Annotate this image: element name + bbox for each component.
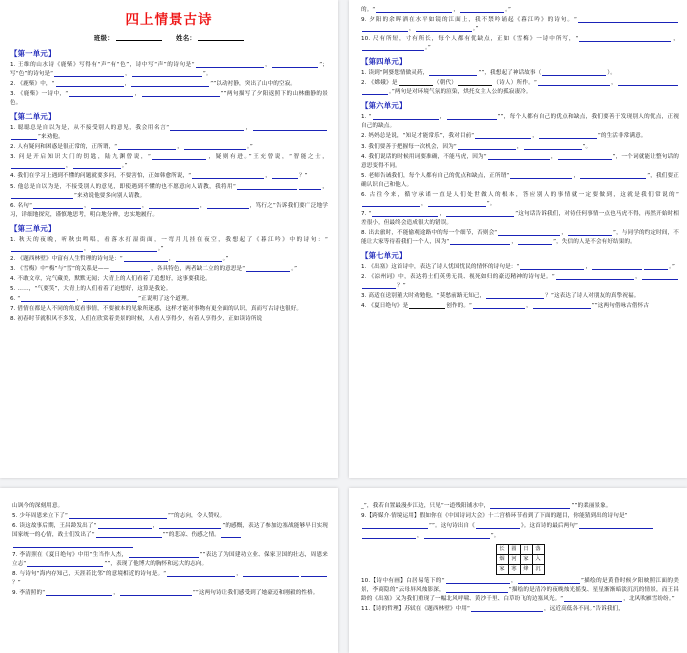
question-item: 3. 高适在送别董大时劝勉他，“莫愁前路无知己， ？”这表达了诗人对朋友的真挚祝福。 bbox=[361, 293, 640, 300]
unit-header-3: 【第三单元】 bbox=[10, 223, 56, 233]
table-row bbox=[496, 545, 544, 555]
question-item: 3. 我们要善于把握每一次机会，因为“ ， ”。 bbox=[361, 143, 592, 150]
grid-cell: 沉 bbox=[532, 565, 544, 575]
question-item: _”，我若自置最漫步江边，只见“一道残阳铺水中， ””的柔丽景象。 bbox=[361, 503, 612, 509]
question-item: 2. 《鹿柴》中，“ ， ””以动衬静，突出了山中的空寂。 bbox=[10, 81, 296, 88]
grid-cell: 寒 bbox=[508, 565, 520, 575]
question-item: 6. 名句“ ， ， ， ，笃行之”告诉我们要广泛地学习，详细地探究，谨慎地思考，明白地分辨，忠实地履行。 bbox=[10, 202, 328, 218]
question-item: 11.【诗的哲理】苏轼在《题西林壁》中用“ ，远近高低各不同。”告诉我们， bbox=[361, 606, 624, 613]
question-item: 5. 他总是自以为是，不接受别人的意见，即使遇到不懂的也不愿意向人请教，我将用“ ，”来劝说他要多向别人请教。 bbox=[10, 183, 328, 199]
question-item: 4. 《夏日绝句》是 创作的。“ ， ””这两句借咏古借怀古 bbox=[361, 303, 650, 310]
question-item: 8. 与诗句“海内存知己，天涯若比邻”的意境相近的诗句是。“ ，？” bbox=[12, 570, 328, 588]
question-item: 1. 王维的山水诗《鹿柴》写得有“声”有“色”，诗中写“声”的诗句是“ ， ”；写“色”的诗句是“ ， ”。 bbox=[10, 62, 328, 78]
unit-header-6: 【第六单元】 bbox=[361, 101, 407, 111]
question-item: 9.【跨媒介·情境运用】假如你在《中国诗词大会》十二宫格环节看到了下面的题目，你能猜到出的诗句是“ bbox=[361, 513, 628, 520]
question-item: 1. 秋天的夜晚，听秋虫鸣唱，看落水打湿街面，一弯月儿挂在夜空，我想起了《暮江吟》中的诗句：“， 。” bbox=[10, 236, 328, 252]
question-item: 6. “ ， ”正说明了这个道理。 bbox=[10, 295, 193, 302]
unit-header-2: 【第二单元】 bbox=[10, 112, 56, 122]
grid-cell: 河 bbox=[508, 555, 520, 565]
question-item: 6. 读这故事后期，王昌龄发出了“ ， ”的感慨，表达了参加边塞战能够早日实现国家统一的心情，战士们发出了“ ””的悲凉、伤感之情。 bbox=[12, 523, 328, 539]
question-item: 1. 《出塞》这首诗中，表达了诗人忧国忧民的情怀的诗句是：“ ， 。” bbox=[361, 264, 676, 271]
question-item: 2. 妈妈总是说，“知足才能常乐”，我对目前“ ， ”的生活非常满意。 bbox=[361, 133, 647, 140]
table-row bbox=[496, 565, 544, 575]
question-item bbox=[12, 541, 328, 550]
grid-cell: 长 bbox=[496, 545, 508, 555]
question-item: 4. 我们在学习上遇到不懂的问题就要多问，不要害怕，正如韩愈所说，“ ， ？” bbox=[10, 173, 308, 180]
question-item: 1. “ ， ””，每个人都有自己的优点和缺点，我们要善于发现别人的优点，正视自己的缺点。 bbox=[361, 114, 680, 130]
grid-cell: 烟 bbox=[496, 555, 508, 565]
question-item: 9. 夕阳的余晖洒在水平如镜的江面上，我不禁吟诵起《暮江吟》的诗句。“， 。” bbox=[361, 16, 679, 34]
question-item: 5. 少年周恩来立下了“ ””的志向，令人赞叹。 bbox=[12, 513, 226, 520]
character-grid-table bbox=[496, 544, 545, 575]
worksheet-page-top-left bbox=[0, 0, 338, 478]
question-item: ””。这句诗出自《 》。这首诗的最后两句“ bbox=[361, 522, 679, 531]
question-item: 7. 借情在都是人不同的角度看事情，不要被本的见象所迷惑，这样才能对事物有更全面的认识，真而写古诗也很好。 bbox=[10, 306, 303, 313]
worksheet-page-top-right bbox=[349, 0, 687, 478]
question-item: 3. 《鹿柴》一诗中，“ ， ””两句描写了夕阳返照下的山林幽静的景色。 bbox=[10, 91, 328, 107]
question-item: 3. 《雪梅》中“梅”与“雪”的关系是—— ，各具特色，两者缺二立的的意思是“ 。” bbox=[10, 265, 298, 272]
question-item: 2. 《凉州词》中，表达将士们英勇无畏、视死如归的豪迈精神的诗句是。“ ，？” bbox=[361, 273, 679, 291]
name-label: 姓名： bbox=[176, 34, 197, 42]
question-item: 7. “ ， ”这句话告诉我们，对待任何事情一点也马虎不得，再然开始时相差很小，但最终会造成很大的错误。 bbox=[361, 210, 679, 226]
worksheet-page-bottom-left bbox=[0, 488, 338, 653]
grid-cell: 烽 bbox=[520, 565, 532, 575]
unit-header-4: 【第四单元】 bbox=[361, 57, 407, 67]
unit-header-1: 【第一单元】 bbox=[10, 49, 56, 58]
question-item: 5. 老师告诫我们，每个人都有自己的优点和缺点，正所谓“ ， ”，我们要正确认识自己和他人。 bbox=[361, 172, 679, 188]
page-title: 四上情景古诗 bbox=[125, 12, 213, 28]
question-item: 7. 李清照在《夏日绝句》中用“生当作人杰， ””表达了为国建功立业、保家卫国的壮志，周恩来立志“ ””，表现了他博大的胸怀和远大的志向。 bbox=[12, 552, 328, 568]
grid-cell: 入 bbox=[532, 555, 544, 565]
question-item: 8. 初春时节就积风不多发，人们在欣赏着美景的时候，人看人享得少，有着人享得少，正如读诗所说 bbox=[10, 316, 263, 323]
question-item: 4. 我们说话的时候用词要准确，不能马虎，因为“ ， ”，一个词就能让整句话的意思变得不同。 bbox=[361, 153, 679, 169]
class-input-line[interactable] bbox=[116, 40, 162, 41]
grid-cell: 日 bbox=[520, 545, 532, 555]
grid-cell: 家 bbox=[520, 555, 532, 565]
twelve-cell-character-grid bbox=[361, 544, 679, 575]
unit-header-7: 【第七单元】 bbox=[361, 251, 407, 261]
table-row bbox=[496, 555, 544, 565]
question-item: ， ”。 bbox=[361, 532, 679, 541]
student-info-line bbox=[10, 33, 328, 42]
question-item: 9. 李清照的“ ， ””这两句诗让我们感受到了她豪迈和刚毅的性格。 bbox=[12, 590, 319, 597]
grid-cell: 落 bbox=[532, 545, 544, 555]
grid-cell: 圆 bbox=[508, 545, 520, 555]
question-item: 8. 出去旅时，不能偷观途路中的每一个细节，否则会“ ， ”，与同学的约定时间，不能让大家等待着我们一个人，因为“ ， ”，失信的人是不会有好结果的。 bbox=[361, 229, 679, 245]
question-item: 1. 读到“阿婆您情做灵药， ””，我想起了神话故事（ ）。 bbox=[361, 70, 616, 77]
question-item: 3. 问是开启知识大门的钥匙，陆九渊曾说，“ ，疑则有进。”王充曾说，“智能之士，， 。” bbox=[10, 154, 329, 170]
question-item: 4. 不敢文章，完气藏美，默默无闻；大青上的人们看着了追想好，这事要我论。 bbox=[10, 275, 212, 282]
name-input-line[interactable] bbox=[198, 40, 244, 41]
question-item: 2. 人有疑问和困惑是很正常的，正所谓，“ ， 。” bbox=[10, 144, 253, 151]
question-item: 6. 古往今来，循守承诺一直是人们处世做人的根本，答应别人的事情就一定要做到，这就是我们常说的“， ”。 bbox=[361, 191, 679, 207]
class-label: 班级： bbox=[93, 34, 114, 42]
grid-cell: 家 bbox=[496, 565, 508, 575]
worksheet-page-bottom-right bbox=[349, 488, 687, 653]
question-item: 10. 尺有所短，寸有所长，每个人都有优缺点，正如《雪梅》一诗中所写，“ ，。” bbox=[361, 36, 679, 52]
question-item: 山讽今的深刻用意。 bbox=[12, 503, 64, 509]
question-item: 的。“ ， 。” bbox=[361, 7, 511, 13]
question-item: 2. 《题西林壁》中富有人生哲理的诗句是：“ ， 。” bbox=[10, 255, 229, 262]
question-item: 2. 《嫦娥》是 （朝代） （诗人）所作。“ ，。”两句是对环境气氛的渲染，烘托女主人公的孤寂凄冷。 bbox=[361, 79, 679, 97]
question-item: 10.【诗中有画】白居易笔下的“ ， ”描绘的是黄昏时候夕阳映照江面的美景，李商隐的“云母屏风烛影深， ”描绘的是清冷的夜晚烛光摇曳、星星渐渐暗淡沉沉的情景，而王昌龄的《出塞》又为我们重现了一幅北风呼啸、黄沙千里、白草纷飞的边塞风光。“ ，北风吹雁雪纷纷。” bbox=[361, 578, 679, 603]
question-item: 1. 聪聪总是自以为是，从不接受别人的意见，我会用名言“ ，”来劝他。 bbox=[10, 124, 328, 142]
question-item: 5. ……，“气要笑”，大青上的人们看着了迫想好，这算是我论。 bbox=[10, 285, 172, 292]
